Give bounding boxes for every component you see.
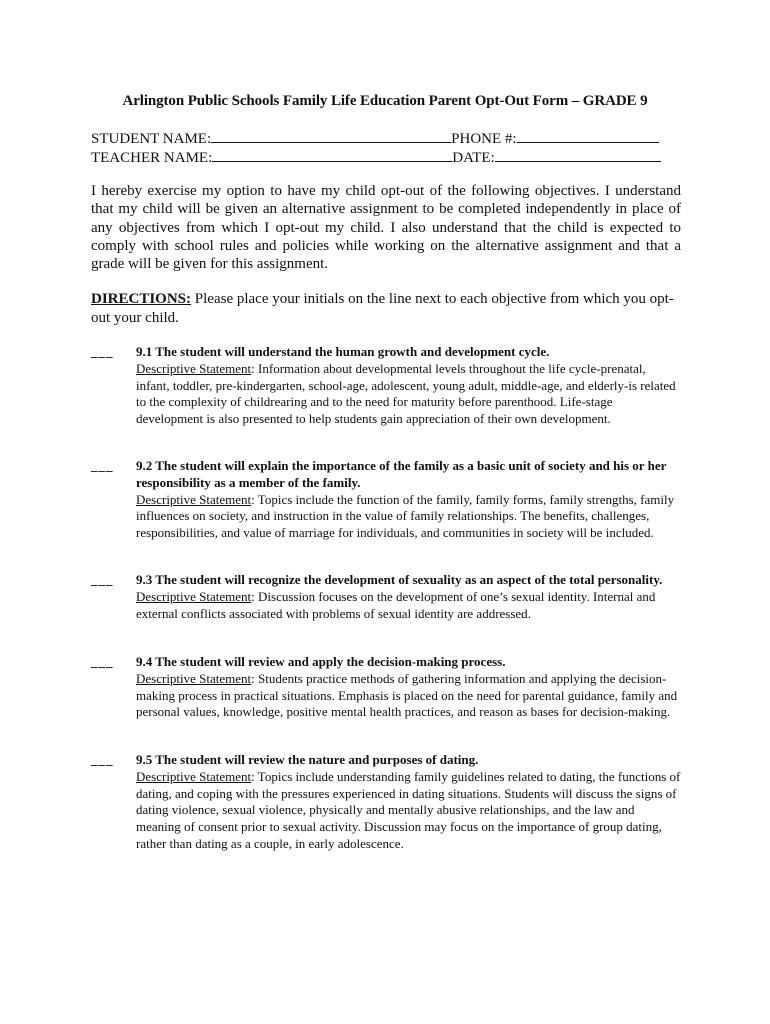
objective-9-1 xyxy=(91,344,691,428)
objective-description xyxy=(136,769,681,853)
initials-line[interactable]: ___ xyxy=(91,752,114,767)
objective-heading: 9.3 The student will recognize the development of sexuality as an aspect of the total personality. xyxy=(136,572,663,587)
phone-label: PHONE #: xyxy=(451,131,517,147)
descriptive-statement-label: Descriptive Statement xyxy=(136,491,252,507)
descriptive-statement-text: : Topics include the function of the family, family forms, family strengths, family influences on society, and instruction in the value of family relationships. The benefits, challenges, responsibilities, and value of marriage for individuals, and communities in society will be included. xyxy=(136,491,675,541)
objective-description xyxy=(136,589,681,623)
date-field[interactable] xyxy=(495,148,661,162)
objective-9-5 xyxy=(91,752,691,853)
descriptive-statement-label: Descriptive Statement xyxy=(136,588,252,604)
directions-label: DIRECTIONS: xyxy=(91,291,192,307)
initials-line[interactable]: ___ xyxy=(91,458,114,473)
descriptive-statement-label: Descriptive Statement xyxy=(136,768,252,784)
intro-paragraph: I hereby exercise my option to have my child opt-out of the following objectives. I understand that my child will be given an alternative assignment to be completed independently in place of any objectives from which I opt-out my child. I also understand that the child is expected to comply with school rules and policies while working on the alternative assignment and that a grade will be given for this assignment. xyxy=(91,183,681,273)
objective-9-3 xyxy=(91,572,691,622)
descriptive-statement-label: Descriptive Statement xyxy=(136,360,252,376)
initials-line[interactable]: ___ xyxy=(91,344,114,359)
initials-line[interactable]: ___ xyxy=(91,572,114,587)
objective-description xyxy=(136,492,681,542)
descriptive-statement-label: Descriptive Statement xyxy=(136,670,252,686)
objective-description xyxy=(136,671,681,721)
initials-line[interactable]: ___ xyxy=(91,654,114,669)
descriptive-statement-text: : Information about developmental levels throughout the life cycle-prenatal, infant, toddler, pre-kindergarten, school-age, adolescent, young adult, middle-age, and elderly-is related to the complexity of childrearing and to the need for maturity before parenthood. Life-stage development is also presented to help students gain appreciation of their own development. xyxy=(136,360,676,427)
descriptive-statement-text: : Discussion focuses on the development of one’s sexual identity. Internal and external conflicts associated with problems of sexual identity are addressed. xyxy=(136,588,656,621)
objective-9-4 xyxy=(91,654,691,721)
objective-9-2 xyxy=(91,458,691,542)
date-label: DATE: xyxy=(452,150,495,166)
form-title: Arlington Public Schools Family Life Education Parent Opt-Out Form – GRADE 9 xyxy=(122,93,648,109)
descriptive-statement-text: : Students practice methods of gathering information and applying the decision-making process in practical situations. Emphasis is placed on the need for parental guidance, family and personal values, knowledge, positive mental health practices, and reason as bases for decision-making. xyxy=(136,670,678,720)
objective-heading: 9.2 The student will explain the importance of the family as a basic unit of society and his or her responsibility as a member of the family. xyxy=(136,458,667,490)
student-name-field[interactable] xyxy=(211,129,451,143)
phone-field[interactable] xyxy=(517,129,659,143)
directions-text: Please place your initials on the line next to each objective from which you opt-out your child. xyxy=(91,291,674,326)
directions-paragraph xyxy=(91,290,681,327)
student-phone-row xyxy=(91,129,659,149)
objective-heading: 9.5 The student will review the nature and purposes of dating. xyxy=(136,752,479,767)
teacher-name-field[interactable] xyxy=(212,148,452,162)
objective-description xyxy=(136,361,681,428)
objective-heading: 9.1 The student will understand the human growth and development cycle. xyxy=(136,344,550,359)
descriptive-statement-text: : Topics include understanding family guidelines related to dating, the functions of dating, and coping with the pressures experienced in dating situations. Students will discuss the signs of dating violence, sexual violence, physically and mentally abusive relationships, and the law and meaning of consent prior to sexual activity. Discussion may focus on the importance of group dating, rather than dating as a couple, in early adolescence. xyxy=(136,768,681,851)
teacher-name-label: TEACHER NAME: xyxy=(91,150,213,166)
objective-heading: 9.4 The student will review and apply the decision-making process. xyxy=(136,654,506,669)
teacher-date-row xyxy=(91,148,661,168)
student-name-label: STUDENT NAME: xyxy=(91,131,212,147)
